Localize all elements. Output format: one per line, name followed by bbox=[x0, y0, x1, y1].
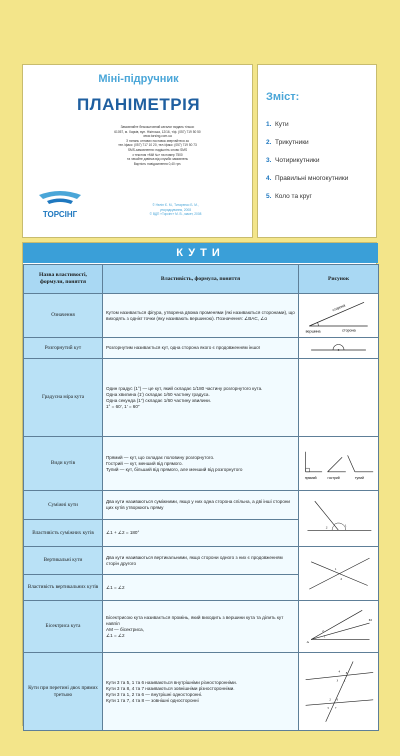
label-right-angle: прямий bbox=[304, 476, 317, 481]
contents-item-polygons[interactable] bbox=[266, 169, 376, 187]
publisher-line: Замовляйте безкоштовний каталог видань тільки: bbox=[120, 125, 195, 129]
table-row bbox=[24, 338, 379, 359]
table-row bbox=[24, 547, 379, 575]
contents-item-label: Кути bbox=[275, 120, 289, 128]
torsing-logo bbox=[33, 187, 87, 227]
svg-text:1: 1 bbox=[323, 634, 326, 639]
label-acute-angle: гострий bbox=[327, 476, 340, 481]
label-obtuse-angle: тупий bbox=[354, 476, 364, 481]
row-name: Вертикальні кути bbox=[24, 547, 103, 575]
label-side: сторона bbox=[342, 328, 356, 333]
table-row bbox=[24, 601, 379, 653]
row-description: ∠1 + ∠2 = 180° bbox=[103, 520, 299, 547]
author-line: © ВДП «Торсінг» М. В., макет, 2008 bbox=[149, 212, 202, 216]
table-row bbox=[24, 359, 379, 437]
row-description: ∠1 = ∠2 bbox=[103, 575, 299, 601]
svg-text:M: M bbox=[368, 618, 372, 623]
contents-item-circle[interactable] bbox=[266, 187, 376, 205]
table-header-row bbox=[24, 265, 379, 294]
row-description: Один градус (1°) — це кут, який складає 1/180 частину розгорнутого кута. Одна хвилина (1′) складає 1/60 частину градуса. Одна секунда (1″) складає 1/60 частину хвилини. 1° = 60′, 1′ = 60″ bbox=[103, 359, 299, 437]
label-side: сторона bbox=[331, 303, 346, 313]
svg-text:6: 6 bbox=[336, 697, 339, 702]
figure-angle-kinds bbox=[299, 437, 379, 491]
publisher-line: www.torsing.com.ua bbox=[143, 134, 172, 139]
header-figure: Рисунок bbox=[299, 265, 379, 294]
svg-text:3: 3 bbox=[336, 678, 339, 683]
contents-item-number: 4. bbox=[266, 174, 272, 182]
publisher-line: з текстом «Мій №» на номер 7500 bbox=[132, 152, 183, 157]
svg-text:1: 1 bbox=[344, 523, 347, 528]
row-description: Два кути називаються суміжними, якщо у них одна сторона спільна, а дві інші сторони цих кутів утворюють пряму bbox=[103, 491, 299, 520]
row-name: Кути при перетині двох прямих третьою bbox=[24, 653, 103, 731]
figure-vertical-angles bbox=[299, 547, 379, 601]
contents-item-quadrilaterals[interactable] bbox=[266, 151, 376, 169]
svg-text:1: 1 bbox=[343, 678, 346, 683]
contents-item-label: Коло та круг bbox=[275, 192, 312, 200]
row-description: Бісектрисою кута називається промінь, який виходить з вершини кута та ділить кут навпіл AM — бісектриса, ∠1 = ∠2 bbox=[103, 601, 299, 653]
angles-table-panel bbox=[22, 242, 377, 726]
angles-table bbox=[23, 264, 379, 731]
row-description: Прямий — кут, що складає половину розгорнутого. Гострий — кут, менший від прямого. Тупий — кут, більший від прямого, але менший від розгорнутого bbox=[103, 437, 299, 491]
svg-text:2: 2 bbox=[325, 525, 328, 530]
row-name: Означення bbox=[24, 294, 103, 338]
label-vertex: вершина bbox=[305, 329, 321, 334]
row-description: Кути 3 та 5, 1 та 6 називаються внутрішніми різносторонніми. Кути 3 та 8, 4 та 7 називаються зовнішніми різносторонніми. Кути 3 та 1, 2 та 6 — внутрішні односторонні. Кути 1 та 7, 4 та 8 — зовнішні односторонні bbox=[103, 653, 299, 731]
row-description: Два кути називаються вертикальними, якщо сторони одного з них є продовженням сторін другого bbox=[103, 547, 299, 575]
series-label: Міні-підручник bbox=[98, 73, 179, 85]
svg-text:1: 1 bbox=[334, 567, 337, 572]
svg-text:8: 8 bbox=[345, 671, 348, 676]
authors-info bbox=[103, 203, 248, 217]
contents-item-number: 2. bbox=[266, 138, 272, 146]
contents-item-number: 1. bbox=[266, 120, 272, 128]
svg-text:2: 2 bbox=[329, 697, 331, 702]
svg-text:2: 2 bbox=[322, 629, 324, 634]
svg-text:A: A bbox=[306, 640, 310, 645]
figure-transversal bbox=[299, 653, 379, 731]
row-description: Розгорнутим називається кут, одна сторона якого є продовженням іншої bbox=[103, 338, 299, 359]
svg-text:2: 2 bbox=[340, 577, 343, 582]
row-name: Бісектриса кута bbox=[24, 601, 103, 653]
row-name: Види кутів bbox=[24, 437, 103, 491]
figure-straight-angle bbox=[299, 338, 379, 359]
contents-item-label: Трикутники bbox=[275, 138, 309, 146]
header-name: Назва властивості, формули, поняття bbox=[24, 265, 103, 294]
publisher-line: З питань оптових поставок звертайтеся за bbox=[126, 138, 189, 143]
row-description: Кутом називається фігура, утворена двома променями (які називаються сторонами), що виходять з однієї точки (яку називають вершиною). Позначення: ∠BAC, ∠α bbox=[103, 294, 299, 338]
contents-item-angles[interactable] bbox=[266, 115, 376, 133]
contents-item-number: 5. bbox=[266, 192, 272, 200]
author-line: © Нелін Є. М., Титаренко Б. М., bbox=[152, 203, 199, 207]
publisher-line: SMS-замовлення: надішліть слово SMS bbox=[127, 147, 188, 152]
row-name: Властивість суміжних кутів bbox=[24, 520, 103, 547]
book-title: ПЛАНІМЕТРІЯ bbox=[76, 95, 201, 114]
svg-text:4: 4 bbox=[338, 669, 340, 674]
figure-angle-definition bbox=[299, 294, 379, 338]
publisher-line: Вартість повідомлення 0,40 грн. bbox=[133, 161, 182, 166]
contents-panel bbox=[257, 64, 377, 238]
contents-item-label: Чотирикутники bbox=[275, 156, 320, 164]
header-property: Властивість, формула, поняття bbox=[103, 265, 299, 294]
contents-item-number: 3. bbox=[266, 156, 272, 164]
row-name: Властивість вертикальних кутів bbox=[24, 575, 103, 601]
table-row bbox=[24, 491, 379, 520]
contents-item-triangles[interactable] bbox=[266, 133, 376, 151]
row-name: Суміжні кути bbox=[24, 491, 103, 520]
table-row bbox=[24, 653, 379, 731]
table-row bbox=[24, 294, 379, 338]
svg-text:7: 7 bbox=[334, 706, 337, 711]
figure-bisector bbox=[299, 601, 379, 653]
logo-text: ТОРСІНГ bbox=[42, 210, 78, 219]
row-name: Розгорнутий кут bbox=[24, 338, 103, 359]
cover-panel bbox=[22, 64, 253, 238]
publisher-info bbox=[65, 125, 250, 166]
figure-degree-measure bbox=[299, 359, 379, 437]
publisher-line: та чекайте дзвінка від служби замовлень bbox=[127, 157, 188, 162]
contents-item-label: Правильні многокутники bbox=[275, 174, 349, 182]
svg-text:5: 5 bbox=[327, 706, 330, 711]
contents-title: Зміст: bbox=[266, 91, 300, 103]
table-row bbox=[24, 437, 379, 491]
table-title: КУТИ bbox=[23, 243, 378, 263]
publisher-line: 61057, м. Харків, вул. Нікітська, 12/16, т/ф. (057) 719 50 50 bbox=[114, 129, 201, 134]
publisher-line: тел./факс: (057) 717 10 20, тел./факс: (057) 719 50 73 bbox=[118, 143, 197, 148]
figure-adjacent-angles bbox=[299, 491, 379, 547]
contents-list bbox=[266, 115, 376, 205]
author-line: упорядкування, 2008 bbox=[160, 207, 191, 212]
row-name: Градусна міра кута bbox=[24, 359, 103, 437]
